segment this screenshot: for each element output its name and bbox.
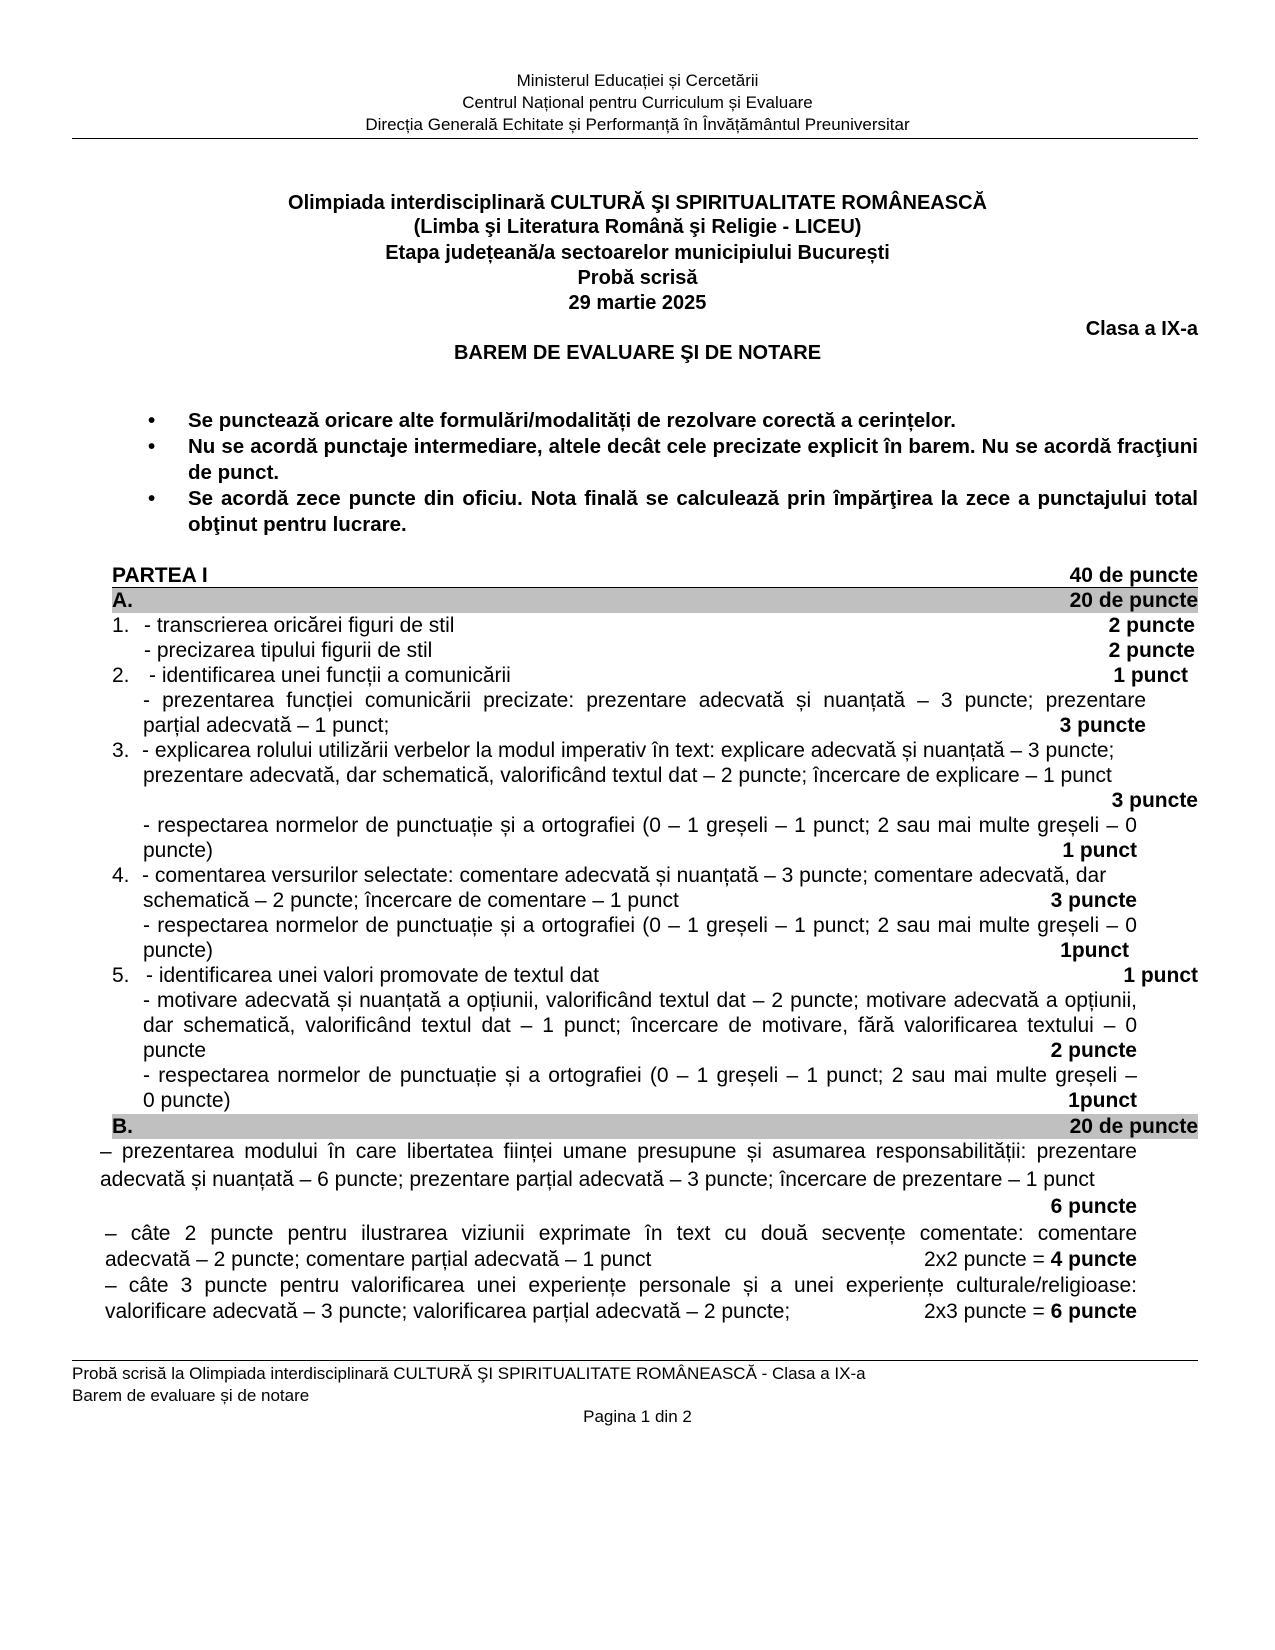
item-4-row-a2 [143, 888, 1137, 914]
item-points: 1punct [1068, 1089, 1137, 1112]
item-text: - precizarea tipului figurii de stil [144, 639, 433, 662]
item-text: valorificare adecvată – 3 puncte; valorificarea parțial adecvată – 2 puncte; [105, 1300, 791, 1323]
item-4-row-a1 [112, 863, 1198, 889]
calc-points: 6 puncte [1050, 1300, 1137, 1323]
section-b-points: 20 de puncte [1069, 1115, 1198, 1138]
item-4-row-b1: - respectarea normelor de punctuație și a ortografiei (0 – 1 greșeli – 1 punct; 2 sau mai multe greșeli – 0 [143, 914, 1137, 937]
item-3-points-a [112, 788, 1198, 814]
footer-barem-name: Barem de evaluare și de notare [72, 1386, 310, 1405]
directorate-name: Direcția Generală Echitate și Performanță în Învățământul Preuniversitar [365, 115, 910, 134]
item-text: - identificarea unei funcții a comunicării [149, 664, 511, 687]
olympiad-title: Olimpiada interdisciplinară CULTURĂ ŞI SPIRITUALITATE ROMÂNEASCĂ [288, 192, 987, 214]
item-points: 2 puncte [1050, 1039, 1137, 1062]
item-3-row-a1 [112, 738, 1198, 764]
item-text: - explicarea rolului utilizării verbelor la modul imperativ în text: explicare adecvată și nuanțată – 3 puncte; [142, 739, 1115, 762]
calc-text: 2x3 puncte = [923, 1300, 1051, 1323]
calc-text: 2x2 puncte = [923, 1248, 1051, 1271]
item-points: 3 puncte [1059, 714, 1146, 737]
item-3-row-b2 [143, 838, 1137, 864]
item-points: 2 puncte [1108, 639, 1195, 662]
item-5-row-a [112, 963, 1198, 989]
item-4-row-b2 [143, 938, 1137, 964]
item-points: 1punct [1060, 939, 1129, 962]
item-number: 5. [112, 964, 130, 987]
item-5-row-c1: - respectarea normelor de punctuație și a ortografiei (0 – 1 greșeli – 1 punct; 2 sau mai multe greșeli – [143, 1064, 1137, 1087]
item-5-row-c2 [143, 1088, 1137, 1114]
item-5-row-b3 [143, 1038, 1137, 1064]
b-item-2-row-b [105, 1247, 1137, 1273]
page-number: Pagina 1 din 2 [583, 1407, 692, 1426]
olympiad-subtitle: (Limba şi Literatura Română şi Religie - LICEU) [413, 216, 862, 238]
item-calc [924, 1247, 1137, 1273]
part1-label: PARTEA I [112, 564, 208, 587]
item-3-row-b1: - respectarea normelor de punctuație și a ortografiei (0 – 1 greșeli – 1 punct; 2 sau mai multe greșeli – 0 [143, 814, 1137, 837]
section-a-points: 20 de puncte [1069, 589, 1198, 612]
item-1-row-b [112, 638, 1198, 664]
section-a-header [112, 588, 1198, 614]
item-text: parțial adecvată – 1 punct; [143, 714, 390, 737]
part1-points: 40 de puncte [1069, 564, 1198, 587]
b-item-2-row-a: – câte 2 puncte pentru ilustrarea viziunii exprimate în text cu două secvențe comentate: comentare [105, 1222, 1137, 1245]
ministry-name: Ministerul Educației și Cercetării [516, 71, 759, 90]
item-calc [924, 1299, 1137, 1325]
b-item-1-row-a: – prezentarea modului în care libertatea ființei umane presupune și asumarea responsabilității: prezentare [100, 1140, 1137, 1163]
item-text: schematică – 2 puncte; încercare de comentare – 1 punct [143, 889, 679, 912]
instructions-list [148, 408, 1198, 538]
item-points: 2 puncte [1108, 614, 1195, 637]
instruction-text: Se punctează oricare alte formulări/modalități de rezolvare corectă a cerințelor. [188, 409, 956, 432]
footer-exam-name: Probă scrisă la Olimpiada interdisciplinară CULTURĂ ŞI SPIRITUALITATE ROMÂNEASCĂ - Clasa a IX-a [72, 1364, 866, 1383]
item-text: adecvată – 2 puncte; comentare parțial adecvată – 1 punct [105, 1248, 652, 1271]
instruction-text: Se acordă zece puncte din oficiu. Nota finală se calculează prin împărţirea la zece a punctajului total obţinut pentru lucrare. [188, 487, 1198, 536]
item-text: - identificarea unei valori promovate de textul dat [146, 964, 599, 987]
item-points: 3 puncte [1050, 889, 1137, 912]
calc-points: 4 puncte [1050, 1248, 1137, 1271]
instruction-item: • Se punctează oricare alte formulări/modalități de rezolvare corectă a cerințelor. [148, 409, 956, 432]
instruction-item: • Nu se acordă punctaje intermediare, altele decât cele precizate explicit în barem. Nu se acordă fracţiuni de punct. [148, 435, 1198, 484]
class-label: Clasa a IX-a [1085, 318, 1198, 340]
b-item-3-row-b [105, 1299, 1137, 1325]
stage-title: Etapa județeană/a sectoarelor municipiului București [385, 242, 890, 264]
footer-divider [72, 1360, 1198, 1361]
item-text: 0 puncte) [143, 1089, 231, 1112]
item-2-row-b1: - prezentarea funcției comunicării precizate: prezentare adecvată și nuanțată – 3 puncte; prezentare [143, 689, 1146, 712]
item-5-row-b2: dar schematică, valorificând textul dat – 1 punct; încercare de motivare, fără valorificarea textului – 0 [143, 1014, 1137, 1037]
item-5-row-b1: - motivare adecvată și nuanțată a opțiunii, valorificând textul dat – 2 puncte; motivare adecvată a opțiunii, [143, 989, 1137, 1012]
item-text: puncte [143, 1039, 207, 1062]
item-number: 1. [112, 614, 130, 637]
item-points: 1 punct [1113, 664, 1188, 687]
item-number: 4. [112, 864, 130, 887]
item-2-row-b2 [143, 713, 1146, 739]
item-points: 3 puncte [1111, 789, 1198, 812]
center-name: Centrul Național pentru Curriculum și Evaluare [462, 93, 813, 112]
b-item-3-row-a: – câte 3 puncte pentru valorificarea unei experiențe personale și a unei experiențe culturale/religioase: [105, 1274, 1137, 1297]
section-b-label: B. [112, 1115, 133, 1138]
item-text: puncte) [143, 939, 214, 962]
instruction-item: • Se acordă zece puncte din oficiu. Nota finală se calculează prin împărţirea la zece a punctajului total obţinut pentru lucrare. [148, 487, 1198, 536]
part1-header [112, 563, 1198, 589]
header-divider [72, 138, 1198, 139]
instruction-text: Nu se acordă punctaje intermediare, altele decât cele precizate explicit în barem. Nu se acordă fracţiuni de punct. [188, 435, 1198, 484]
item-points: 6 puncte [1050, 1195, 1137, 1218]
test-type: Probă scrisă [577, 267, 698, 289]
item-1-row-a [112, 613, 1198, 639]
exam-date: 29 martie 2025 [568, 292, 707, 314]
item-points: 1 punct [1123, 964, 1198, 987]
b-item-1-points [100, 1194, 1137, 1220]
item-3-row-a2: prezentare adecvată, dar schematică, valorificând textul dat – 2 puncte; încercare de explicare – 1 punct [143, 764, 1112, 787]
item-text: - transcrierea oricărei figuri de stil [144, 614, 455, 637]
section-b-header [112, 1114, 1198, 1140]
item-2-row-a [112, 663, 1198, 689]
item-number: 3. [112, 739, 130, 762]
item-number: 2. [112, 664, 130, 687]
item-points: 1 punct [1062, 839, 1137, 862]
section-a-label: A. [112, 589, 133, 612]
item-text: puncte) [143, 839, 214, 862]
b-item-1-row-b: adecvată și nuanțată – 6 puncte; prezentare parțial adecvată – 3 puncte; încercare de prezentare – 1 punct [100, 1168, 1095, 1191]
item-text: - comentarea versurilor selectate: comentare adecvată și nuanțată – 3 puncte; comentare adecvată, dar [142, 864, 1107, 887]
barem-title: BAREM DE EVALUARE ŞI DE NOTARE [453, 342, 822, 364]
